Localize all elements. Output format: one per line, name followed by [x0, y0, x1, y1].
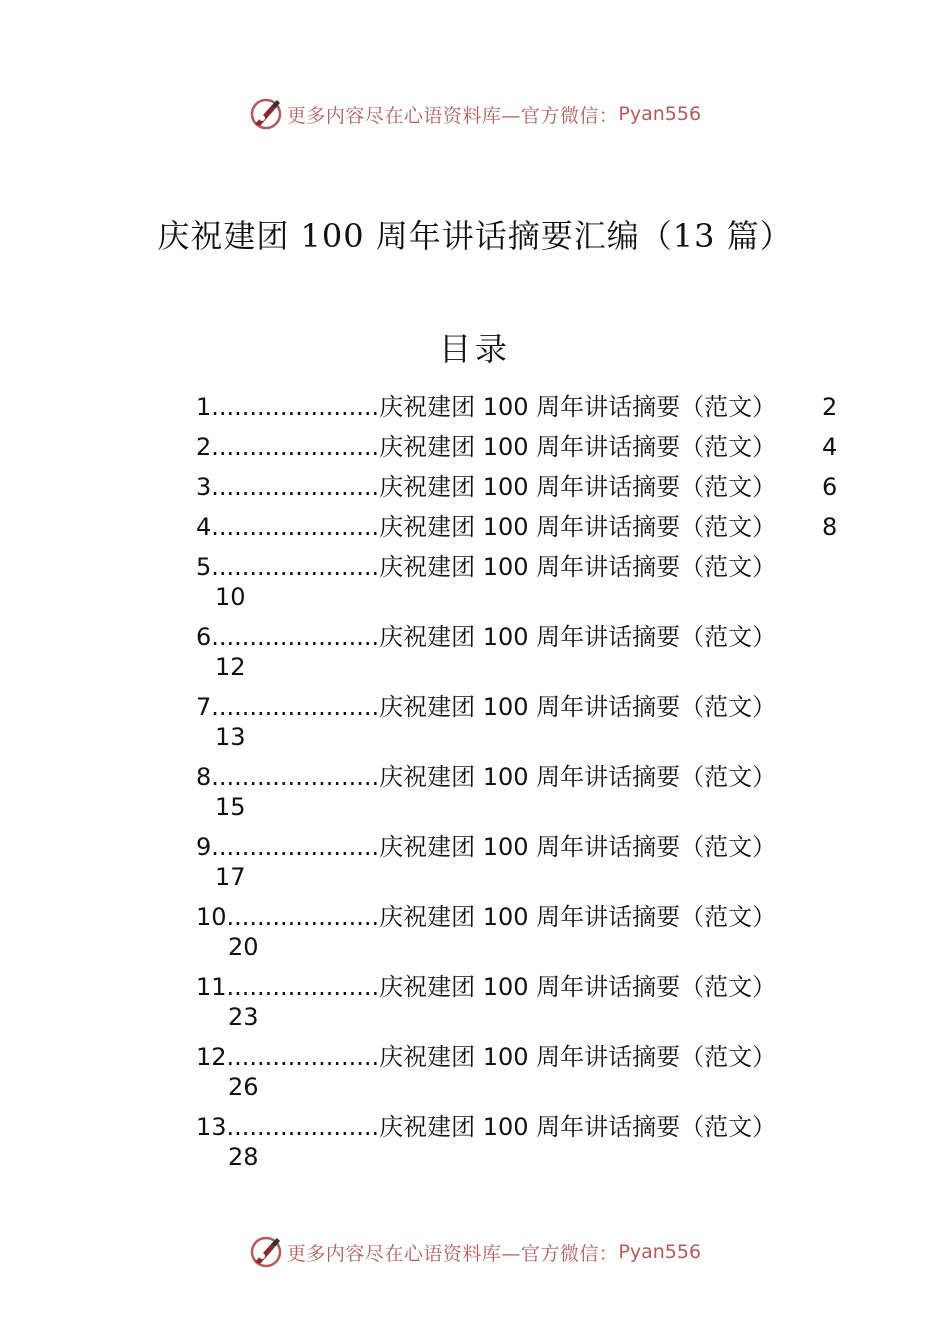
toc-entry-text: 5......................庆祝建团 100 周年讲话摘要（范文）	[196, 553, 777, 581]
toc-item[interactable]	[196, 1112, 876, 1182]
footer-banner	[0, 1232, 950, 1272]
toc-item[interactable]	[196, 472, 876, 512]
document-title: 庆祝建团 100 周年讲话摘要汇编（13 篇）	[157, 217, 793, 255]
toc-page-number: 20	[228, 933, 259, 961]
banner-text: 更多内容尽在心语资料库—官方微信：	[286, 104, 619, 127]
toc-entry-text: 8......................庆祝建团 100 周年讲话摘要（范文）	[196, 763, 777, 791]
toc-page-number: 8	[822, 513, 838, 541]
toc-entry-text: 3......................庆祝建团 100 周年讲话摘要（范文）	[196, 473, 777, 501]
toc-page-number: 28	[228, 1143, 259, 1171]
toc-entry-text: 11....................庆祝建团 100 周年讲话摘要（范文）	[196, 973, 777, 1001]
toc-entry-text: 9......................庆祝建团 100 周年讲话摘要（范文）	[196, 833, 777, 861]
banner-text: 更多内容尽在心语资料库—官方微信：	[286, 1242, 619, 1265]
toc-entry-text: 7......................庆祝建团 100 周年讲话摘要（范文）	[196, 693, 777, 721]
toc-entry-text: 2......................庆祝建团 100 周年讲话摘要（范文）	[196, 433, 777, 461]
toc-heading: 目录	[438, 330, 511, 368]
toc-item[interactable]	[196, 902, 876, 972]
toc-entry-text: 4......................庆祝建团 100 周年讲话摘要（范文）	[196, 513, 777, 541]
toc-item[interactable]	[196, 762, 876, 832]
toc-page-number: 17	[215, 863, 246, 891]
toc-entry-text: 1......................庆祝建团 100 周年讲话摘要（范文）	[196, 393, 777, 421]
toc-page-number: 23	[228, 1003, 259, 1031]
toc-entry-text: 13....................庆祝建团 100 周年讲话摘要（范文）	[196, 1113, 777, 1141]
pen-logo-icon	[249, 1235, 283, 1269]
toc-item[interactable]	[196, 832, 876, 902]
toc-page-number: 13	[215, 723, 246, 751]
toc-item[interactable]	[196, 972, 876, 1042]
banner-wechat-id: Pyan556	[618, 103, 702, 125]
pen-logo-icon	[249, 97, 283, 131]
toc-page-number: 15	[215, 793, 246, 821]
toc-item[interactable]	[196, 1042, 876, 1112]
toc-item[interactable]	[196, 392, 876, 432]
toc-entry-text: 6......................庆祝建团 100 周年讲话摘要（范文）	[196, 623, 777, 651]
header-banner	[0, 94, 950, 134]
table-of-contents	[196, 392, 876, 1182]
toc-entry-text: 12....................庆祝建团 100 周年讲话摘要（范文）	[196, 1043, 777, 1071]
toc-item[interactable]	[196, 622, 876, 692]
toc-page-number: 6	[822, 473, 838, 501]
toc-entry-text: 10....................庆祝建团 100 周年讲话摘要（范文）	[196, 903, 777, 931]
toc-item[interactable]	[196, 692, 876, 762]
toc-item[interactable]	[196, 552, 876, 622]
toc-page-number: 2	[822, 393, 838, 421]
banner-wechat-id: Pyan556	[618, 1241, 702, 1263]
toc-page-number: 26	[228, 1073, 259, 1101]
toc-item[interactable]	[196, 432, 876, 472]
toc-item[interactable]	[196, 512, 876, 552]
toc-page-number: 4	[822, 433, 838, 461]
toc-page-number: 10	[215, 583, 246, 611]
toc-page-number: 12	[215, 653, 246, 681]
